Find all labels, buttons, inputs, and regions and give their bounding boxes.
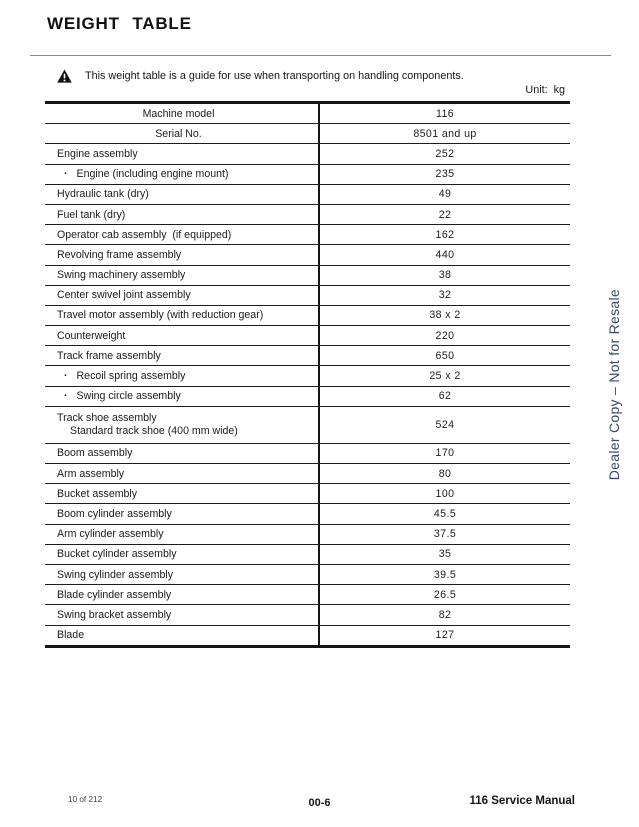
weight-value: 38 xyxy=(318,266,570,285)
table-row xyxy=(45,185,570,205)
component-name: Blade cylinder assembly xyxy=(57,588,172,601)
component-name: Recoil spring assembly xyxy=(76,370,186,383)
component-label-line xyxy=(57,330,312,342)
component-label-cell xyxy=(45,144,318,163)
table-row xyxy=(45,504,570,524)
component-name: Counterweight xyxy=(57,329,126,342)
component-label-cell xyxy=(45,266,318,285)
component-label-cell xyxy=(45,605,318,624)
footer-page-number: 00-6 xyxy=(308,797,331,809)
component-label-cell xyxy=(45,165,318,184)
weight-value: 45.5 xyxy=(318,504,570,523)
weight-value: 49 xyxy=(318,185,570,204)
component-label-cell xyxy=(45,407,318,443)
warning-notice xyxy=(57,69,464,83)
watermark: Dealer Copy – Not for Resale xyxy=(606,289,622,481)
component-name: Swing cylinder assembly xyxy=(57,568,173,581)
component-label-line xyxy=(57,447,312,459)
table-row xyxy=(45,366,570,386)
table-row xyxy=(45,144,570,164)
component-name: Bucket cylinder assembly xyxy=(57,548,177,561)
bullet-dot: · xyxy=(64,168,68,181)
component-label-line xyxy=(57,488,312,500)
component-label-line xyxy=(57,370,312,382)
table-row xyxy=(45,545,570,565)
component-name: Swing machinery assembly xyxy=(57,269,186,282)
table-row xyxy=(45,626,570,645)
component-name: Arm cylinder assembly xyxy=(57,528,164,541)
component-label-cell xyxy=(45,565,318,584)
weight-value: 22 xyxy=(318,205,570,224)
component-label-line xyxy=(57,508,312,520)
table-row xyxy=(45,306,570,326)
component-label-line xyxy=(57,609,312,621)
component-label-line xyxy=(155,128,202,140)
table-row xyxy=(45,165,570,185)
component-name: Blade xyxy=(57,629,85,642)
component-name: Swing bracket assembly xyxy=(57,608,172,621)
component-subname: Standard track shoe (400 mm wide) xyxy=(70,425,238,438)
weight-value: 37.5 xyxy=(318,525,570,544)
table-row xyxy=(45,225,570,245)
weight-value: 8501 and up xyxy=(318,124,570,143)
title-divider xyxy=(30,55,611,56)
bullet-dot: · xyxy=(64,370,68,383)
component-label-cell xyxy=(45,286,318,305)
table-row xyxy=(45,464,570,484)
component-label-cell xyxy=(45,104,318,123)
component-label-line xyxy=(57,309,312,321)
component-name: Fuel tank (dry) xyxy=(57,208,126,221)
component-label-cell xyxy=(45,464,318,483)
component-name: Machine model xyxy=(142,107,215,120)
component-name: Bucket assembly xyxy=(57,487,138,500)
bullet-dot: · xyxy=(64,390,68,403)
weight-table-body xyxy=(45,104,570,645)
component-label-line xyxy=(57,188,312,200)
weight-value: 25 x 2 xyxy=(318,366,570,385)
component-label-cell xyxy=(45,484,318,503)
component-name: Track shoe assembly xyxy=(57,412,157,425)
warning-triangle-icon xyxy=(57,69,72,83)
component-name: Operator cab assembly (if equipped) xyxy=(57,228,232,241)
component-label-cell xyxy=(45,504,318,523)
weight-value: 82 xyxy=(318,605,570,624)
component-label-cell xyxy=(45,245,318,264)
component-name: Engine assembly xyxy=(57,147,138,160)
weight-table xyxy=(45,101,570,648)
unit-label: Unit: kg xyxy=(525,84,565,96)
component-label-cell xyxy=(45,387,318,406)
component-label-cell xyxy=(45,346,318,365)
component-name: Hydraulic tank (dry) xyxy=(57,188,149,201)
table-row xyxy=(45,104,570,124)
weight-value: 440 xyxy=(318,245,570,264)
weight-value: 26.5 xyxy=(318,585,570,604)
component-name: Engine (including engine mount) xyxy=(76,168,229,181)
table-row xyxy=(45,605,570,625)
component-name: Revolving frame assembly xyxy=(57,248,182,261)
weight-value: 80 xyxy=(318,464,570,483)
component-label-cell xyxy=(45,306,318,325)
component-label-cell xyxy=(45,444,318,463)
component-name: Arm assembly xyxy=(57,467,125,480)
component-label-cell xyxy=(45,185,318,204)
component-label-line xyxy=(57,249,312,261)
weight-value: 252 xyxy=(318,144,570,163)
component-label-line xyxy=(143,108,215,120)
component-label-cell xyxy=(45,585,318,604)
component-label-line xyxy=(57,412,312,424)
table-row xyxy=(45,205,570,225)
component-label-line xyxy=(57,629,312,641)
component-name: Swing circle assembly xyxy=(76,390,181,403)
component-label-line xyxy=(57,589,312,601)
footer-manual-title: 116 Service Manual xyxy=(469,795,575,807)
component-label-line xyxy=(57,548,312,560)
component-name: Travel motor assembly (with reduction gear) xyxy=(57,309,264,322)
table-row xyxy=(45,286,570,306)
component-label-cell xyxy=(45,366,318,385)
component-label-line xyxy=(57,229,312,241)
component-label-cell xyxy=(45,626,318,645)
weight-value: 116 xyxy=(318,104,570,123)
component-label-line xyxy=(57,350,312,362)
component-name: Track frame assembly xyxy=(57,349,161,362)
component-label-line xyxy=(57,168,312,180)
table-row xyxy=(45,387,570,407)
component-label-cell xyxy=(45,205,318,224)
component-label-line xyxy=(57,209,312,221)
table-row xyxy=(45,346,570,366)
weight-value: 170 xyxy=(318,444,570,463)
table-row xyxy=(45,565,570,585)
table-row xyxy=(45,407,570,444)
weight-value: 62 xyxy=(318,387,570,406)
table-row xyxy=(45,266,570,286)
component-name: Center swivel joint assembly xyxy=(57,289,191,302)
component-label-cell xyxy=(45,545,318,564)
table-row xyxy=(45,484,570,504)
component-label-line xyxy=(57,289,312,301)
weight-value: 32 xyxy=(318,286,570,305)
weight-value: 38 x 2 xyxy=(318,306,570,325)
weight-value: 39.5 xyxy=(318,565,570,584)
component-label-line xyxy=(57,528,312,540)
component-name: Serial No. xyxy=(155,127,202,140)
component-label-line xyxy=(57,569,312,581)
component-label-line xyxy=(57,390,312,402)
component-label-cell xyxy=(45,124,318,143)
component-name: Boom assembly xyxy=(57,447,133,460)
table-row xyxy=(45,444,570,464)
weight-value: 100 xyxy=(318,484,570,503)
footer-page-info: 10 of 212 xyxy=(68,795,103,804)
table-row xyxy=(45,525,570,545)
component-label-cell xyxy=(45,326,318,345)
weight-value: 524 xyxy=(318,407,570,443)
component-label-line xyxy=(57,148,312,160)
component-label-line xyxy=(57,269,312,281)
weight-value: 162 xyxy=(318,225,570,244)
weight-value: 127 xyxy=(318,626,570,645)
table-row xyxy=(45,245,570,265)
component-label-cell xyxy=(45,525,318,544)
table-row xyxy=(45,585,570,605)
table-row xyxy=(45,326,570,346)
weight-value: 650 xyxy=(318,346,570,365)
weight-value: 220 xyxy=(318,326,570,345)
table-row xyxy=(45,124,570,144)
weight-value: 35 xyxy=(318,545,570,564)
weight-value: 235 xyxy=(318,165,570,184)
component-label-line xyxy=(57,468,312,480)
component-label-cell xyxy=(45,225,318,244)
notice-text: This weight table is a guide for use when transporting on handling components. xyxy=(85,70,464,82)
component-name: Boom cylinder assembly xyxy=(57,507,172,520)
page-title: WEIGHT TABLE xyxy=(47,14,192,33)
